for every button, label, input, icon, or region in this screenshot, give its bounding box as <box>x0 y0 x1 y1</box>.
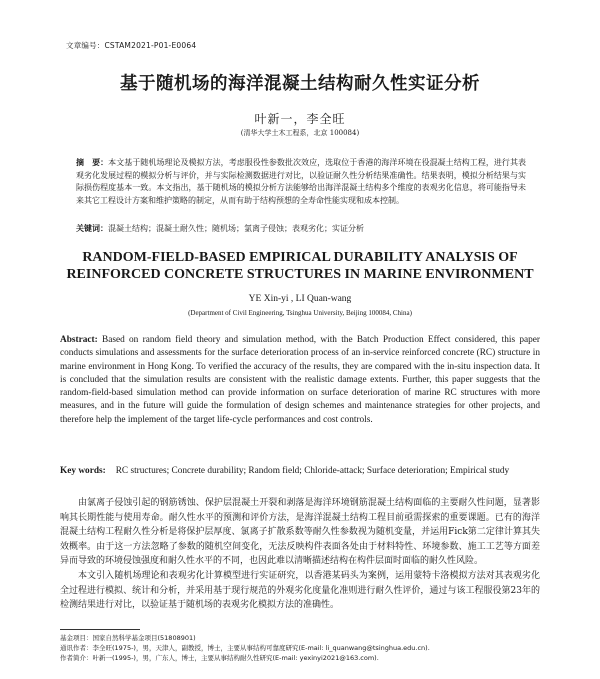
english-abstract <box>60 334 540 427</box>
footnote-divider <box>60 629 140 630</box>
chinese-keywords-text: 混凝土结构；混凝土耐久性；随机场；氯离子侵蚀；表观劣化；实证分析 <box>108 224 364 233</box>
footnote-funding: 基金项目：国家自然科学基金项目(51808901) <box>60 634 196 642</box>
body-text <box>60 496 540 613</box>
chinese-keywords-label: 关键词： <box>76 223 108 233</box>
english-abstract-text: Based on random field theory and simulation method, with the Batch Production Effect considered, this paper conducts simulations and assessments for the surface deterioration process of an in-service reinforced concrete (RC) structure in marine environment in Hong Kong. To verified the accuracy of the results, they are compared with the in-situ inspection data. It is concluded that the simulation results are consistent with the realistic damage extents. Further, this paper suggests that the random-field-based simulation method can provide information on surface deterioration of marine RC structures with more measures, and in the future will guide the formulation of design schemes and maintenance strategies for other projects, and therefore help the implement of the target life-cycle performances and cost controls. <box>60 335 540 425</box>
chinese-authors: 叶新一，李全旺 <box>254 112 346 126</box>
chinese-affiliation: (清华大学土木工程系，北京 100084) <box>240 129 360 137</box>
footnote-author-bio: 作者简介：叶新一(1995-)，男，广东人，博士，主要从事结构耐久性研究(E-mail: yexinyi2021@163.com). <box>60 654 379 662</box>
english-title: RANDOM-FIELD-BASED EMPIRICAL DURABILITY ANALYSIS OF REINFORCED CONCRETE STRUCTURES IN MARINE ENVIRONMENT <box>66 250 534 282</box>
chinese-abstract-label: 摘 要： <box>76 157 109 167</box>
english-abstract-label: Abstract: <box>60 335 98 345</box>
chinese-abstract-text: 本文基于随机场理论及模拟方法，考虑服役性参数批次效应，选取位于香港的海洋环境在役混凝土结构工程，进行其表观劣化发展过程的模拟分析与评价，并与实际检测数据进行对比，以验证耐久性分析结果准确性。结果表明，模拟分析结果与实际损伤程度基本一致。本文指出，基于随机场的模拟分析方法能够给出海洋混凝土结构多个维度的表观劣化信息，将可能指导未来其它工程设计方案和维护策略的制定，从而有助于结构预想的全寿命性能实现和成本控制。 <box>76 158 527 205</box>
article-number: 文章编号：CSTAM2021-P01-E0064 <box>66 41 197 50</box>
chinese-title: 基于随机场的海洋混凝土结构耐久性实证分析 <box>120 74 480 94</box>
english-keywords-label: Key words: <box>60 466 106 476</box>
footnotes <box>60 633 540 663</box>
chinese-keywords <box>76 222 526 235</box>
body-paragraph: 由氯离子侵蚀引起的钢筋锈蚀、保护层混凝土开裂和剥落是海洋环境钢筋混凝土结构面临的主要耐久性问题，显著影响其长期性能与使用寿命。耐久性水平的预测和评价方法，是海洋混凝土结构工程目前亟需探索的重要课题。已有的海洋混凝土结构工程耐久性分析是将保护层厚度、氯离子扩散系数等耐久性参数视为随机变量，并运用Fick第二定律计算其失效概率。由于这一方法忽略了参数的随机空间变化，无法反映构件表面各处由于材料特性、环境参数、施工工艺等方面差异而导致的环境侵蚀强度和耐久性水平的不同，也因此难以清晰描述结构在构件层面时面临的耐久性风险。 <box>60 498 540 567</box>
body-paragraph: 本文引入随机场理论和表观劣化计算模型进行实证研究，以香港某码头为案例，运用蒙特卡洛模拟方法对其表观劣化全过程进行模拟、统计和分析，并采用基于现行规范的外观劣化度量化准则进行耐久性评价，通过与该工程服役第23年的检测结果进行对比，以验证基于随机场的表观劣化模拟方法的准确性。 <box>60 570 540 611</box>
chinese-abstract <box>76 156 526 207</box>
english-keywords <box>60 465 540 478</box>
english-authors: YE Xin-yi , LI Quan-wang <box>248 294 352 304</box>
english-affiliation: (Department of Civil Engineering, Tsinghua University, Beijing 100084, China) <box>188 309 412 317</box>
english-keywords-text: RC structures; Concrete durability; Random field; Chloride-attack; Surface deterioration; Empirical study <box>115 466 510 476</box>
footnote-corresponding-author: 通讯作者：李全旺(1975-)，男，天津人，副教授，博士，主要从事结构可靠度研究(E-mail: li_quanwang@tsinghua.edu.cn). <box>60 644 430 652</box>
